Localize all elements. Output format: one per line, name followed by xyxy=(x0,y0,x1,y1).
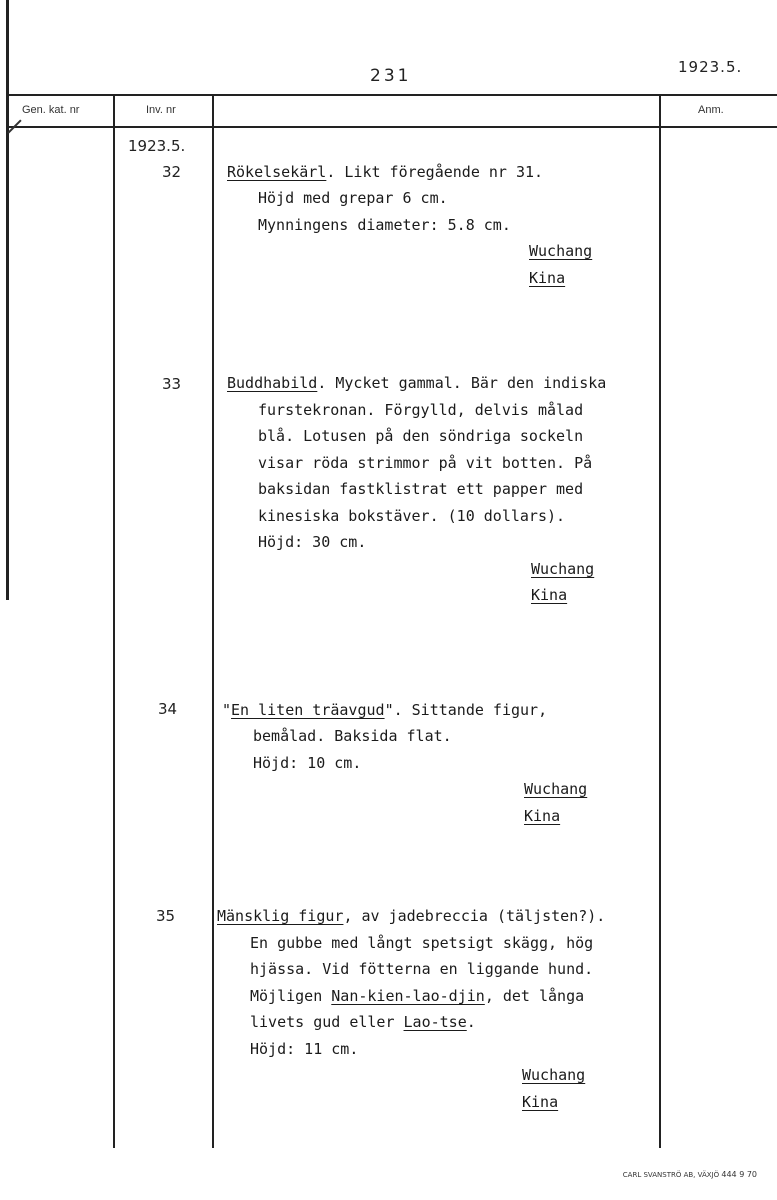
entry-33-line-2: furstekronan. Förgylld, delvis målad xyxy=(258,401,584,419)
entry-35-line-4-post: , det långa xyxy=(484,987,585,1005)
entry-32-title: Rökelsekärl xyxy=(227,163,327,181)
entry-32-place: Wuchang xyxy=(529,242,593,260)
entry-35-term-nan-kien: Nan-kien-lao-djin xyxy=(331,987,485,1005)
entry-35-inv-nr: 35 xyxy=(156,907,176,925)
printer-name: CARL SVANSTRÖ AB, VÄXJÖ xyxy=(622,1171,720,1179)
entry-35-line-1 xyxy=(217,903,605,930)
entry-35-line-5-post: . xyxy=(466,1013,476,1031)
page-number: 231 xyxy=(370,66,412,86)
left-margin-bar xyxy=(6,0,9,600)
entry-35-line-4-pre: Möjligen xyxy=(250,987,332,1005)
col-header-gen-kat-nr: Gen. kat. nr xyxy=(22,104,80,116)
entry-34-inv-nr: 34 xyxy=(158,700,178,718)
header-bottom-rule xyxy=(9,126,777,128)
header-top-rule xyxy=(9,94,777,96)
entry-35-place: Wuchang xyxy=(522,1066,586,1084)
entry-33-title-rest: . Mycket gammal. Bär den indiska xyxy=(317,374,607,392)
entry-32-title-rest: . Likt föregående nr 31. xyxy=(326,163,544,181)
entry-34-line-3: Höjd: 10 cm. xyxy=(253,754,362,772)
column-divider-text-anm xyxy=(659,94,661,1148)
entry-34-title-rest: ". Sittande figur, xyxy=(384,701,548,719)
entry-32-line-2: Höjd med grepar 6 cm. xyxy=(258,189,448,207)
year-top: 1923.5. xyxy=(678,58,743,76)
entry-33-line-5: baksidan fastklistrat ett papper med xyxy=(258,480,584,498)
entry-35-line-4 xyxy=(250,983,584,1010)
entry-35-term-lao-tse: Lao-tse xyxy=(403,1013,467,1031)
entry-34-line-2: bemålad. Baksida flat. xyxy=(253,727,452,745)
entry-33-country: Kina xyxy=(531,586,568,604)
entry-34-open-quote: " xyxy=(222,701,232,719)
printer-code: 444 9 70 xyxy=(721,1170,757,1179)
entry-35-title-rest: , av jadebreccia (täljsten?). xyxy=(343,907,606,925)
entry-33-line-6: kinesiska bokstäver. (10 dollars). xyxy=(258,507,566,525)
entry-33-title: Buddhabild xyxy=(227,374,318,392)
entry-33-place: Wuchang xyxy=(531,560,595,578)
entry-34-place: Wuchang xyxy=(524,780,588,798)
entry-35-line-6: Höjd: 11 cm. xyxy=(250,1040,359,1058)
ledger-year-heading: 1923.5. xyxy=(128,137,186,155)
entry-35-line-3: hjässa. Vid fötterna en liggande hund. xyxy=(250,960,594,978)
printer-imprint xyxy=(623,1170,757,1179)
entry-33-line-1 xyxy=(227,370,606,397)
entry-35-line-5 xyxy=(250,1009,476,1036)
col-header-inv-nr: Inv. nr xyxy=(146,104,176,116)
col-header-anm: Anm. xyxy=(698,104,724,116)
entry-33-line-4: visar röda strimmor på vit botten. På xyxy=(258,454,593,472)
entry-32-line-1 xyxy=(227,159,543,186)
entry-35-country: Kina xyxy=(522,1093,559,1111)
entry-35-line-5-pre: livets gud eller xyxy=(250,1013,404,1031)
entry-32-line-3: Mynningens diameter: 5.8 cm. xyxy=(258,216,511,234)
entry-34-line-1 xyxy=(222,697,547,724)
entry-32-inv-nr: 32 xyxy=(162,163,182,181)
entry-32-country: Kina xyxy=(529,269,566,287)
column-divider-inv-text xyxy=(212,94,214,1148)
entry-33-line-3: blå. Lotusen på den söndriga sockeln xyxy=(258,427,584,445)
column-divider-gen-inv xyxy=(113,94,115,1148)
entry-33-line-7: Höjd: 30 cm. xyxy=(258,533,367,551)
entry-33-inv-nr: 33 xyxy=(162,375,182,393)
entry-35-line-2: En gubbe med långt spetsigt skägg, hög xyxy=(250,934,594,952)
entry-34-title: En liten träavgud xyxy=(231,701,385,719)
entry-35-title: Mänsklig figur xyxy=(217,907,344,925)
entry-34-country: Kina xyxy=(524,807,561,825)
